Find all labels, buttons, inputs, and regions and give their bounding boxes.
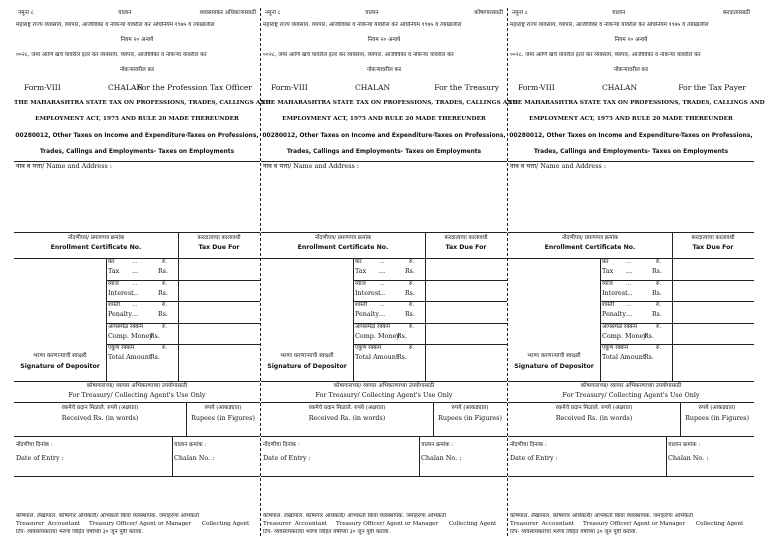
dots: ... xyxy=(132,267,139,275)
chalan-no-marathi: चालान क्रमांक : xyxy=(668,442,701,448)
amount-tax-label: Tax xyxy=(602,267,614,275)
rule xyxy=(14,402,260,403)
rule xyxy=(172,436,173,476)
marathi-act-line: महाराष्ट्र राज्य व्यवसाय, व्यापार, आजीविका व नोकऱ्या यावरील कर अधिनियम १९७५ व त्याखालील xyxy=(16,22,215,28)
rule xyxy=(419,436,420,476)
rupee-label: Rs. xyxy=(158,311,168,318)
officers-label: Treasurer Accountant Treasury Officer/ Agent or Manager Collecting Agent xyxy=(263,521,497,527)
dots: ... xyxy=(132,302,138,308)
form-number-marathi: नमुना ८ xyxy=(265,10,281,16)
enrollment-label: Enrollment Certificate No. xyxy=(50,244,142,251)
dots: ... xyxy=(132,259,138,265)
dots: ... xyxy=(379,288,386,297)
amount-tax-label: Tax xyxy=(108,267,120,275)
rule xyxy=(261,381,507,382)
copy-for-marathi: व्यवसायकर अधिकाऱ्यासाठी xyxy=(199,10,256,16)
form-number-marathi: नमुना ८ xyxy=(512,10,528,16)
amount-penalty-row xyxy=(106,301,178,323)
amount-total-row xyxy=(353,344,425,366)
amount-penalty-marathi: शास्ती xyxy=(602,302,615,308)
rule xyxy=(425,258,426,381)
amount-total-marathi: एकूण रक्कम xyxy=(602,345,629,351)
signature-label: Signature of Depositor xyxy=(267,363,347,370)
officers-marathi: कोषपाल. लेखापाल. कोषागार अधिकारी/ अभिकर्ता किंवा व्यवस्थापक. जमाहरणा अभिकर्ता xyxy=(263,513,447,519)
treasury-marathi: कोषागाराच्या/ व्यापार अभिकरणाच्या उपयोगासाठी xyxy=(86,383,188,389)
amount-comp-money-row xyxy=(353,323,425,345)
account-head: 00280012, Other Taxes on Income and Expenditure-Taxes on Professions, xyxy=(15,133,259,139)
chalan-no-marathi: चालान क्रमांक : xyxy=(174,442,207,448)
dots: ... xyxy=(132,280,138,287)
rupee-label: Rs. xyxy=(644,332,654,340)
officers-marathi: कोषपाल. लेखापाल. कोषागार अधिकारी/ अभिकर्ता किंवा व्यवस्थापक. जमाहरणा अभिकर्ता xyxy=(16,513,200,519)
form-number: Form-VIII xyxy=(271,83,308,92)
chalan-marathi: चालान xyxy=(118,10,132,16)
rule xyxy=(178,258,179,381)
rupee-label: Rs. xyxy=(397,354,407,361)
amount-interest-row xyxy=(353,280,425,302)
rule xyxy=(14,476,260,477)
rupee-label: Rs. xyxy=(150,332,160,340)
chalan-no-label: Chalan No. : xyxy=(174,454,215,462)
rule xyxy=(261,402,507,403)
amount-comp-money-label: Comp. Money xyxy=(602,331,647,340)
payment-note: टिप- व्यवसायकराचा भरणा विहित वर्षाच्या ३० जून पूर्वी करावा. xyxy=(510,529,638,535)
act-title-2: EMPLOYMENT ACT, 1975 AND RULE 20 MADE THEREUNDER xyxy=(35,116,239,122)
rupee-marathi: रु. xyxy=(162,302,168,308)
marathi-head-line: ००२८, जमा आणि खर्च यावरील इतर कर व्यवसाय, व्यापार, आजीविका व नोकऱ्या यावरील कर xyxy=(263,52,454,58)
entry-date-label: Date of Entry : xyxy=(263,454,311,462)
rupee-label: Rs. xyxy=(405,268,415,275)
rupee-marathi: रु. xyxy=(656,280,662,287)
signature-label: Signature of Depositor xyxy=(514,363,594,370)
rupee-label: Rs. xyxy=(652,311,662,318)
rule xyxy=(508,402,754,403)
chalan-no-label: Chalan No. : xyxy=(421,454,462,462)
signature-marathi: भरणा करणाऱ्याची स्वाक्षरी xyxy=(33,353,87,359)
amount-comp-money-label: Comp. Money xyxy=(108,331,153,340)
rule xyxy=(14,232,260,233)
rupee-marathi: रु. xyxy=(656,345,662,351)
rupee-marathi: रु. xyxy=(162,259,168,265)
received-marathi: रकमेचे प्रदान मिळाले. रुपये (अक्षरात) xyxy=(308,405,386,411)
enrollment-marathi: नोंदणीपत्र/ प्रमाणपत्र क्रमांक xyxy=(561,235,619,241)
rupee-label: Rs. xyxy=(158,289,168,297)
received-label: Received Rs. (in words) xyxy=(61,414,139,422)
form-number-marathi: नमुना ८ xyxy=(18,10,34,16)
entry-date-label: Date of Entry : xyxy=(16,454,64,462)
amount-tax-row xyxy=(106,258,178,280)
amount-penalty-label: Penalty xyxy=(602,310,626,318)
dots: ... xyxy=(626,288,633,297)
chalan-sheet xyxy=(14,8,765,536)
received-marathi: रकमेचे प्रदान मिळाले. रुपये (अक्षरात) xyxy=(555,405,633,411)
payment-note: टिप- व्यवसायकराचा भरणा विहित वर्षाच्या ३० जून पूर्वी करावा. xyxy=(16,529,144,535)
amount-interest-label: Interest xyxy=(108,288,134,297)
copy-for-marathi: करदात्यासाठी xyxy=(722,10,750,16)
entry-date-label: Date of Entry : xyxy=(510,454,558,462)
dots: ... xyxy=(626,267,633,275)
chalan-copy-1 xyxy=(14,8,271,536)
rupee-label: Rs. xyxy=(150,354,160,361)
rupee-marathi: रु. xyxy=(409,259,415,265)
marathi-head-line-2: नोकऱ्यावरील कर xyxy=(119,67,155,73)
amount-total-label: Total Amount xyxy=(355,353,399,361)
amount-interest-row xyxy=(106,280,178,302)
marathi-head-line-2: नोकऱ्यावरील कर xyxy=(366,67,402,73)
enrollment-marathi: नोंदणीपत्र/ प्रमाणपत्र क्रमांक xyxy=(314,235,372,241)
marathi-head-line: ००२८, जमा आणि खर्च यावरील इतर कर व्यवसाय, व्यापार, आजीविका व नोकऱ्या यावरील कर xyxy=(510,52,701,58)
entry-date-marathi: नोंदणीचा दिनांक : xyxy=(263,442,300,448)
amount-tax-label: Tax xyxy=(355,267,367,275)
rupee-marathi: रु. xyxy=(162,323,168,330)
amount-penalty-label: Penalty xyxy=(355,310,379,318)
rupee-marathi: रु. xyxy=(656,302,662,308)
entry-date-marathi: नोंदणीचा दिनांक : xyxy=(510,442,547,448)
act-title: THE MAHARASHTRA STATE TAX ON PROFESSIONS, TRADES, CALLINGS AND xyxy=(14,100,271,106)
rule xyxy=(508,436,754,437)
rupee-label: Rs. xyxy=(158,268,168,275)
chalan-title: CHALAN xyxy=(602,83,638,92)
rupee-label: Rs. xyxy=(652,289,662,297)
form-number: Form-VIII xyxy=(24,83,61,92)
signature-label: Signature of Depositor xyxy=(20,363,100,370)
name-address-label: नाव व पत्ता/ Name and Address : xyxy=(16,162,112,170)
figures-label: Rupees (in Figures) xyxy=(191,414,255,422)
marathi-rule-line: नियम २० अन्वये xyxy=(367,37,401,43)
marathi-act-line: महाराष्ट्र राज्य व्यवसाय, व्यापार, आजीविका व नोकऱ्या यावरील कर अधिनियम १९७५ व त्याखालील xyxy=(510,22,709,28)
copy-for: For the Tax Payer xyxy=(678,83,746,92)
amount-total-marathi: एकूण रक्कम xyxy=(108,345,135,351)
amount-tax-marathi: कर xyxy=(108,259,115,265)
amount-comp-money-marathi: आपसमेळ रक्कम xyxy=(108,323,144,330)
rule xyxy=(508,476,754,477)
dots: ... xyxy=(379,310,386,318)
rupee-marathi: रु. xyxy=(409,302,415,308)
chalan-copy-3 xyxy=(508,8,765,536)
rupee-label: Rs. xyxy=(405,289,415,297)
amount-comp-money-row xyxy=(600,323,672,345)
amount-comp-money-marathi: आपसमेळ रक्कम xyxy=(602,323,638,330)
marathi-rule-line: नियम २० अन्वये xyxy=(120,37,154,43)
dots: ... xyxy=(132,288,139,297)
act-title: THE MAHARASHTRA STATE TAX ON PROFESSIONS, TRADES, CALLINGS AND xyxy=(261,100,518,106)
amount-interest-row xyxy=(600,280,672,302)
amount-total-row xyxy=(600,344,672,366)
dots: ... xyxy=(379,302,385,308)
dots: ... xyxy=(626,259,632,265)
account-head: 00280012, Other Taxes on Income and Expenditure-Taxes on Professions, xyxy=(262,133,506,139)
rupee-label: Rs. xyxy=(397,332,407,340)
figures-label: Rupees (in Figures) xyxy=(438,414,502,422)
form-number: Form-VIII xyxy=(518,83,555,92)
amount-total-label: Total Amount xyxy=(602,353,646,361)
amount-penalty-row xyxy=(600,301,672,323)
dots: ... xyxy=(626,302,632,308)
signature-marathi: भरणा करणाऱ्याची स्वाक्षरी xyxy=(527,353,581,359)
figures-label: Rupees (in Figures) xyxy=(685,414,749,422)
figures-marathi: रुपये (आकड्यात) xyxy=(204,405,242,411)
marathi-rule-line: नियम २० अन्वये xyxy=(614,37,648,43)
amount-total-row xyxy=(106,344,178,366)
act-title-2: EMPLOYMENT ACT, 1975 AND RULE 20 MADE THEREUNDER xyxy=(529,116,733,122)
enrollment-label: Enrollment Certificate No. xyxy=(297,244,389,251)
dots: ... xyxy=(626,310,633,318)
signature-marathi: भरणा करणाऱ्याची स्वाक्षरी xyxy=(280,353,334,359)
dots: ... xyxy=(379,280,385,287)
amount-interest-label: Interest xyxy=(602,288,628,297)
marathi-head-line: ००२८, जमा आणि खर्च यावरील इतर कर व्यवसाय, व्यापार, आजीविका व नोकऱ्या यावरील कर xyxy=(16,52,207,58)
copy-for: For the Profession Tax Officer xyxy=(136,83,252,92)
chalan-marathi: चालान xyxy=(365,10,379,16)
rule xyxy=(261,232,507,233)
amount-penalty-marathi: शास्ती xyxy=(355,302,368,308)
dots: ... xyxy=(626,280,632,287)
amount-penalty-marathi: शास्ती xyxy=(108,302,121,308)
amount-tax-row xyxy=(353,258,425,280)
treasury-marathi: कोषागाराच्या/ व्यापार अभिकरणाच्या उपयोगासाठी xyxy=(333,383,435,389)
account-head-2: Trades, Callings and Employments- Taxes on Employments xyxy=(533,149,729,155)
rupee-label: Rs. xyxy=(405,311,415,318)
treasury-marathi: कोषागाराच्या/ व्यापार अभिकरणाच्या उपयोगासाठी xyxy=(580,383,682,389)
received-label: Received Rs. (in words) xyxy=(555,414,633,422)
tax-due-marathi: करदात्याचा कालावधी xyxy=(691,235,735,241)
rupee-marathi: रु. xyxy=(409,280,415,287)
treasury-label: For Treasury/ Collecting Agent's Use Only xyxy=(315,391,453,399)
enrollment-label: Enrollment Certificate No. xyxy=(544,244,636,251)
rupee-label: Rs. xyxy=(644,354,654,361)
tax-due-label: Tax Due For xyxy=(692,244,734,251)
enrollment-marathi: नोंदणीपत्र/ प्रमाणपत्र क्रमांक xyxy=(67,235,125,241)
chalan-no-marathi: चालान क्रमांक : xyxy=(421,442,454,448)
amount-comp-money-marathi: आपसमेळ रक्कम xyxy=(355,323,391,330)
dots: ... xyxy=(379,267,386,275)
account-head-2: Trades, Callings and Employments- Taxes on Employments xyxy=(286,149,482,155)
amount-comp-money-row xyxy=(106,323,178,345)
rule xyxy=(508,232,754,233)
chalan-marathi: चालान xyxy=(612,10,626,16)
amount-interest-marathi: व्याज xyxy=(602,280,613,287)
chalan-no-label: Chalan No. : xyxy=(668,454,709,462)
amount-interest-label: Interest xyxy=(355,288,381,297)
rupee-marathi: रु. xyxy=(656,259,662,265)
account-head-2: Trades, Callings and Employments- Taxes on Employments xyxy=(39,149,235,155)
tax-due-marathi: करदात्याचा कालावधी xyxy=(444,235,488,241)
rule xyxy=(666,436,667,476)
treasury-label: For Treasury/ Collecting Agent's Use Only xyxy=(68,391,206,399)
marathi-head-line-2: नोकऱ्यावरील कर xyxy=(613,67,649,73)
amount-total-label: Total Amount xyxy=(108,353,152,361)
amount-penalty-row xyxy=(353,301,425,323)
rupee-label: Rs. xyxy=(652,268,662,275)
name-address-label: नाव व पत्ता/ Name and Address : xyxy=(510,162,606,170)
officers-label: Treasurer Accountant Treasury Officer/ Agent or Manager Collecting Agent xyxy=(510,521,744,527)
entry-date-marathi: नोंदणीचा दिनांक : xyxy=(16,442,53,448)
chalan-title: CHALAN xyxy=(108,83,144,92)
dots: ... xyxy=(132,310,139,318)
received-label: Received Rs. (in words) xyxy=(308,414,386,422)
copy-for-marathi: कोषागारासाठी xyxy=(474,10,503,16)
received-marathi: रकमेचे प्रदान मिळाले. रुपये (अक्षरात) xyxy=(61,405,139,411)
rule xyxy=(508,381,754,382)
rule xyxy=(14,436,260,437)
act-title-2: EMPLOYMENT ACT, 1975 AND RULE 20 MADE THEREUNDER xyxy=(282,116,486,122)
dots: ... xyxy=(379,259,385,265)
rupee-marathi: रु. xyxy=(162,345,168,351)
amount-tax-row xyxy=(600,258,672,280)
payment-note: टिप- व्यवसायकराचा भरणा विहित वर्षाच्या ३० जून पूर्वी करावा. xyxy=(263,529,391,535)
figures-marathi: रुपये (आकड्यात) xyxy=(698,405,736,411)
amount-comp-money-label: Comp. Money xyxy=(355,331,400,340)
rupee-marathi: रु. xyxy=(162,280,168,287)
rupee-marathi: रु. xyxy=(409,345,415,351)
amount-interest-marathi: व्याज xyxy=(355,280,366,287)
rule xyxy=(261,476,507,477)
amount-tax-marathi: कर xyxy=(355,259,362,265)
rupee-marathi: रु. xyxy=(656,323,662,330)
officers-marathi: कोषपाल. लेखापाल. कोषागार अधिकारी/ अभिकर्ता किंवा व्यवस्थापक. जमाहरणा अभिकर्ता xyxy=(510,513,694,519)
marathi-act-line: महाराष्ट्र राज्य व्यवसाय, व्यापार, आजीविका व नोकऱ्या यावरील कर अधिनियम १९७५ व त्याखालील xyxy=(263,22,462,28)
amount-tax-marathi: कर xyxy=(602,259,609,265)
rupee-marathi: रु. xyxy=(409,323,415,330)
tax-due-label: Tax Due For xyxy=(445,244,487,251)
copy-for: For the Treasury xyxy=(434,83,499,92)
rule xyxy=(672,258,673,381)
chalan-title: CHALAN xyxy=(355,83,391,92)
rule xyxy=(14,381,260,382)
act-title: THE MAHARASHTRA STATE TAX ON PROFESSIONS, TRADES, CALLINGS AND xyxy=(508,100,765,106)
tax-due-marathi: करदात्याचा कालावधी xyxy=(197,235,241,241)
amount-interest-marathi: व्याज xyxy=(108,280,119,287)
officers-label: Treasurer Accountant Treasury Officer/ Agent or Manager Collecting Agent xyxy=(16,521,250,527)
rule xyxy=(261,436,507,437)
amount-penalty-label: Penalty xyxy=(108,310,132,318)
chalan-copy-2 xyxy=(261,8,518,536)
tax-due-label: Tax Due For xyxy=(198,244,240,251)
amount-total-marathi: एकूण रक्कम xyxy=(355,345,382,351)
treasury-label: For Treasury/ Collecting Agent's Use Only xyxy=(562,391,700,399)
name-address-label: नाव व पत्ता/ Name and Address : xyxy=(263,162,359,170)
account-head: 00280012, Other Taxes on Income and Expenditure-Taxes on Professions, xyxy=(509,133,753,139)
figures-marathi: रुपये (आकड्यात) xyxy=(451,405,489,411)
